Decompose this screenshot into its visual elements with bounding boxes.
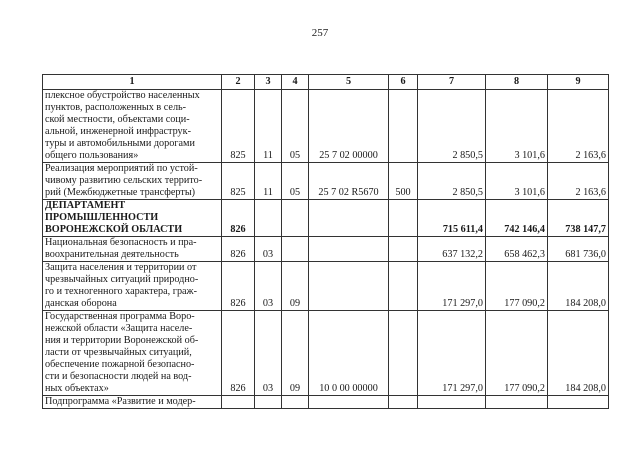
target-article-cell bbox=[309, 200, 389, 237]
amount-year2-cell: 177 090,2 bbox=[486, 311, 548, 396]
admin-code-cell bbox=[222, 396, 255, 409]
row-name-line: Национальная безопасность и пра- bbox=[45, 237, 197, 248]
column-header: 2 bbox=[222, 75, 255, 90]
row-name-line: ния и территории Воронежской об- bbox=[45, 335, 199, 346]
table-row bbox=[43, 200, 609, 237]
row-name-cell bbox=[43, 237, 222, 262]
amount-year1-cell: 171 297,0 bbox=[418, 311, 486, 396]
admin-code-cell: 826 bbox=[222, 262, 255, 311]
row-name-line: чрезвычайных ситуаций природно- bbox=[45, 274, 199, 285]
table-row bbox=[43, 311, 609, 396]
target-article-cell bbox=[309, 237, 389, 262]
target-article-cell bbox=[309, 396, 389, 409]
subsection-code-cell: 09 bbox=[282, 262, 309, 311]
amount-year3-cell: 681 736,0 bbox=[548, 237, 609, 262]
subsection-code-cell: 05 bbox=[282, 90, 309, 163]
column-header: 8 bbox=[486, 75, 548, 90]
section-code-cell: 03 bbox=[255, 237, 282, 262]
amount-year1-cell bbox=[418, 396, 486, 409]
table-row bbox=[43, 237, 609, 262]
row-name-line: ВОРОНЕЖСКОЙ ОБЛАСТИ bbox=[45, 224, 183, 235]
admin-code-cell: 826 bbox=[222, 237, 255, 262]
amount-year2-cell: 742 146,4 bbox=[486, 200, 548, 237]
subsection-code-cell bbox=[282, 396, 309, 409]
amount-year2-cell: 658 462,3 bbox=[486, 237, 548, 262]
table-row bbox=[43, 396, 609, 409]
amount-year1-cell: 171 297,0 bbox=[418, 262, 486, 311]
page-number: 257 bbox=[311, 27, 329, 39]
amount-year1-cell: 2 850,5 bbox=[418, 163, 486, 200]
column-header: 7 bbox=[418, 75, 486, 90]
section-code-cell: 03 bbox=[255, 262, 282, 311]
table-header-row bbox=[43, 75, 609, 90]
amount-year2-cell: 177 090,2 bbox=[486, 262, 548, 311]
row-name-line: чивому развитию сельских террито- bbox=[45, 175, 203, 186]
row-name-line: Подпрограмма «Развитие и модер- bbox=[45, 396, 196, 407]
amount-year3-cell: 738 147,7 bbox=[548, 200, 609, 237]
row-name-line: туры и автомобильными дорогами bbox=[45, 138, 195, 149]
target-article-cell bbox=[309, 262, 389, 311]
row-name-line: Реализация мероприятий по устой- bbox=[45, 163, 198, 174]
expense-type-cell bbox=[389, 237, 418, 262]
admin-code-cell: 826 bbox=[222, 200, 255, 237]
expense-type-cell bbox=[389, 90, 418, 163]
row-name-line: данская оборона bbox=[45, 298, 117, 309]
amount-year3-cell: 184 208,0 bbox=[548, 262, 609, 311]
admin-code-cell: 825 bbox=[222, 163, 255, 200]
column-header: 6 bbox=[389, 75, 418, 90]
subsection-code-cell bbox=[282, 237, 309, 262]
row-name-line: ПРОМЫШЛЕННОСТИ bbox=[45, 212, 159, 223]
column-header: 9 bbox=[548, 75, 609, 90]
column-header: 1 bbox=[43, 75, 222, 90]
section-code-cell bbox=[255, 200, 282, 237]
amount-year2-cell: 3 101,6 bbox=[486, 90, 548, 163]
row-name-line: воохранительная деятельность bbox=[45, 249, 179, 260]
column-header: 5 bbox=[309, 75, 389, 90]
amount-year3-cell bbox=[548, 396, 609, 409]
amount-year2-cell bbox=[486, 396, 548, 409]
amount-year1-cell: 637 132,2 bbox=[418, 237, 486, 262]
row-name-line: рий (Межбюджетные трансферты) bbox=[45, 187, 196, 198]
section-code-cell: 11 bbox=[255, 90, 282, 163]
amount-year3-cell: 2 163,6 bbox=[548, 163, 609, 200]
subsection-code-cell bbox=[282, 200, 309, 237]
row-name-cell bbox=[43, 90, 222, 163]
row-name-line: ласти от чрезвычайных ситуаций, bbox=[45, 347, 192, 358]
target-article-cell: 10 0 00 00000 bbox=[309, 311, 389, 396]
row-name-line: обеспечение пожарной безопасно- bbox=[45, 359, 195, 370]
expense-type-cell bbox=[389, 200, 418, 237]
row-name-line: нежской области «Защита населе- bbox=[45, 323, 193, 334]
row-name-line: сти и безопасности людей на вод- bbox=[45, 371, 192, 382]
row-name-line: ДЕПАРТАМЕНТ bbox=[45, 200, 126, 211]
row-name-line: ных объектах» bbox=[45, 383, 109, 394]
row-name-cell bbox=[43, 200, 222, 237]
expense-type-cell bbox=[389, 311, 418, 396]
row-name-cell bbox=[43, 396, 222, 409]
row-name-cell bbox=[43, 262, 222, 311]
admin-code-cell: 825 bbox=[222, 90, 255, 163]
expense-type-cell: 500 bbox=[389, 163, 418, 200]
row-name-line: плексное обустройство населенных bbox=[45, 90, 200, 101]
admin-code-cell: 826 bbox=[222, 311, 255, 396]
subsection-code-cell: 05 bbox=[282, 163, 309, 200]
row-name-line: го и техногенного характера, граж- bbox=[45, 286, 197, 297]
expense-type-cell bbox=[389, 262, 418, 311]
amount-year2-cell: 3 101,6 bbox=[486, 163, 548, 200]
amount-year1-cell: 715 611,4 bbox=[418, 200, 486, 237]
section-code-cell: 03 bbox=[255, 311, 282, 396]
row-name-line: Защита населения и территории от bbox=[45, 262, 197, 273]
row-name-line: Государственная программа Воро- bbox=[45, 311, 195, 322]
target-article-cell: 25 7 02 R5670 bbox=[309, 163, 389, 200]
table-row bbox=[43, 90, 609, 163]
row-name-line: ской местности, объектами соци- bbox=[45, 114, 190, 125]
row-name-line: общего пользования» bbox=[45, 150, 139, 161]
amount-year3-cell: 2 163,6 bbox=[548, 90, 609, 163]
table-row bbox=[43, 262, 609, 311]
expense-type-cell bbox=[389, 396, 418, 409]
target-article-cell: 25 7 02 00000 bbox=[309, 90, 389, 163]
column-header: 4 bbox=[282, 75, 309, 90]
row-name-cell bbox=[43, 163, 222, 200]
row-name-line: альной, инженерной инфраструк- bbox=[45, 126, 191, 137]
subsection-code-cell: 09 bbox=[282, 311, 309, 396]
amount-year1-cell: 2 850,5 bbox=[418, 90, 486, 163]
table-row bbox=[43, 163, 609, 200]
budget-table bbox=[42, 74, 609, 409]
row-name-line: пунктов, расположенных в сель- bbox=[45, 102, 187, 113]
section-code-cell bbox=[255, 396, 282, 409]
amount-year3-cell: 184 208,0 bbox=[548, 311, 609, 396]
section-code-cell: 11 bbox=[255, 163, 282, 200]
column-header: 3 bbox=[255, 75, 282, 90]
row-name-cell bbox=[43, 311, 222, 396]
